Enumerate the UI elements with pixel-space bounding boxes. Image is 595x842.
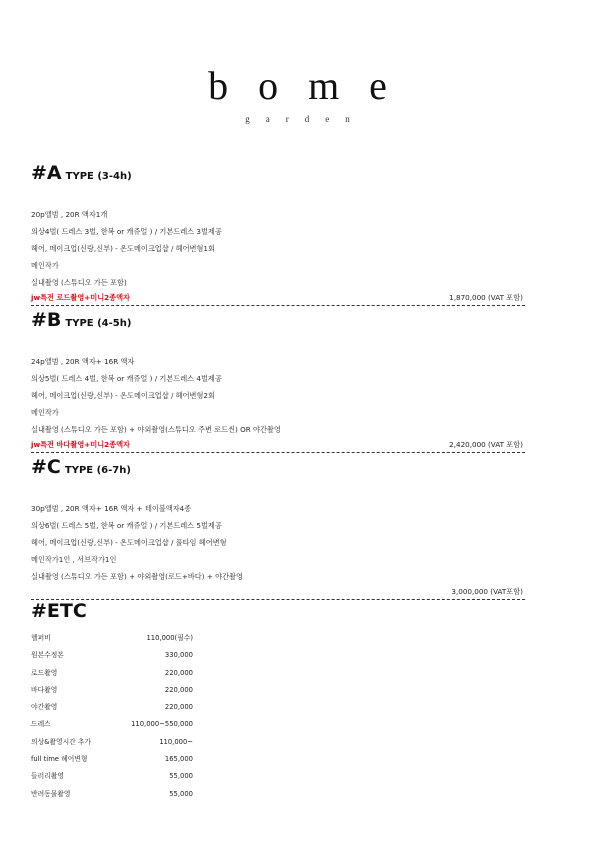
etc-item-name: 헬퍼비 — [31, 634, 51, 642]
etc-item-name: 원본수정본 — [31, 651, 64, 660]
etc-item-price: 220,000 — [164, 668, 193, 677]
etc-row — [31, 665, 525, 682]
etc-price-list — [31, 630, 525, 803]
package-a-price-row — [31, 291, 525, 306]
etc-item-name: 야간촬영 — [31, 703, 58, 712]
logo-title: bome — [208, 63, 417, 108]
etc-row — [31, 768, 525, 785]
detail-line: 30p앨범 , 20R 액자+ 16R 액자 + 테이블액자4종 — [31, 504, 192, 513]
etc-item-name: 의상&촬영시간 추가 — [31, 737, 91, 746]
etc-item-price: 110,000~550,000 — [131, 720, 193, 729]
detail-line: 의상4벌( 드레스 3벌, 한복 or 캐쥬얼 ) / 기본드레스 3벌제공 — [31, 227, 222, 236]
etc-item-price: 330,000 — [164, 651, 193, 660]
detail-line: 24p앨범 , 20R 액자+ 16R 액자 — [31, 357, 135, 366]
detail-line: 의상6벌( 드레스 5벌, 한복 or 캐쥬얼 ) / 기본드레스 5벌제공 — [31, 521, 222, 530]
package-b-type: TYPE (4-5h) — [65, 318, 132, 329]
detail-line: 메인작가 — [31, 408, 59, 417]
package-b-details — [31, 353, 525, 453]
etc-hash: #ETC — [31, 600, 87, 622]
detail-line: 20p앨범 , 20R 액자1개 — [31, 210, 108, 219]
etc-item-price: 110,000~ — [159, 737, 193, 746]
package-a-details — [31, 206, 525, 306]
etc-section — [31, 600, 525, 803]
etc-item-price: 55,000 — [169, 789, 193, 798]
package-b-hash: #B — [31, 309, 62, 331]
package-c — [31, 456, 525, 600]
package-c-hash: #C — [31, 456, 61, 478]
etc-item-name: 반려동물촬영 — [31, 789, 71, 798]
package-a-title — [31, 162, 525, 184]
detail-line: 헤어, 메이크업(신랑,신부) - 온도메이크업샵 / 헤어변형2회 — [31, 391, 215, 400]
etc-row — [31, 699, 525, 716]
detail-line: 메인작가1인 , 서브작가1인 — [31, 555, 117, 564]
etc-title — [31, 600, 525, 622]
etc-row — [31, 682, 525, 699]
etc-row — [31, 734, 525, 751]
detail-line: 헤어, 메이크업(신랑,신부) - 온도메이크업샵 / 풀타임 헤어변형 — [31, 538, 227, 547]
etc-item-name: 바다촬영 — [31, 685, 58, 694]
package-b-price: 2,420,000 (VAT 포함) — [449, 440, 523, 449]
package-a-hash: #A — [31, 162, 62, 184]
etc-row — [31, 647, 525, 664]
etc-item-name: 드레스 — [31, 720, 51, 729]
etc-item-name: 로드촬영 — [31, 668, 58, 677]
detail-line: 실내촬영 (스튜디오 가든 포함) + 야외촬영(로드+바다) + 야간촬영 — [31, 572, 243, 581]
package-c-title — [31, 456, 525, 478]
package-b-title — [31, 309, 525, 331]
etc-row — [31, 630, 525, 647]
etc-row — [31, 716, 525, 733]
package-c-type: TYPE (6-7h) — [64, 465, 131, 476]
package-c-price: 3,000,000 (VAT포함) — [451, 587, 523, 596]
logo-subtitle: garden — [245, 114, 366, 124]
etc-item-name: 들러리촬영 — [31, 772, 64, 781]
logo — [0, 64, 595, 124]
etc-item-price: 220,000 — [164, 685, 193, 694]
detail-line: 실내촬영 (스튜디오 가든 포함) + 야외촬영(스튜디오 주변 로드씬) OR 야간촬영 — [31, 425, 281, 434]
package-b — [31, 309, 525, 453]
detail-line: 헤어, 메이크업(신랑,신부) - 온도메이크업샵 / 헤어변형1회 — [31, 244, 215, 253]
etc-item-price: 165,000 — [164, 755, 193, 764]
etc-row — [31, 751, 525, 768]
etc-item-name: full time 헤어변형 — [31, 755, 88, 764]
package-a — [31, 162, 525, 306]
etc-row — [31, 786, 525, 803]
package-a-type: TYPE (3-4h) — [65, 171, 132, 182]
package-a-promo: jw특전 로드촬영+미니2종액자 — [31, 293, 131, 302]
etc-item-price: 55,000 — [169, 772, 193, 781]
etc-item-price: 220,000 — [164, 703, 193, 712]
etc-item-price: 110,000(필수) — [146, 634, 193, 642]
package-c-price-row — [31, 585, 525, 600]
package-b-promo: jw특전 바다촬영+미니2종액자 — [31, 440, 131, 449]
package-c-details — [31, 500, 525, 600]
detail-line: 실내촬영 (스튜디오 가든 포함) — [31, 278, 127, 287]
package-a-price: 1,870,000 (VAT 포함) — [449, 293, 523, 302]
detail-line: 의상5벌( 드레스 4벌, 한복 or 캐쥬얼 ) / 기본드레스 4벌제공 — [31, 374, 222, 383]
detail-line: 메인작가 — [31, 261, 59, 270]
package-b-price-row — [31, 438, 525, 453]
